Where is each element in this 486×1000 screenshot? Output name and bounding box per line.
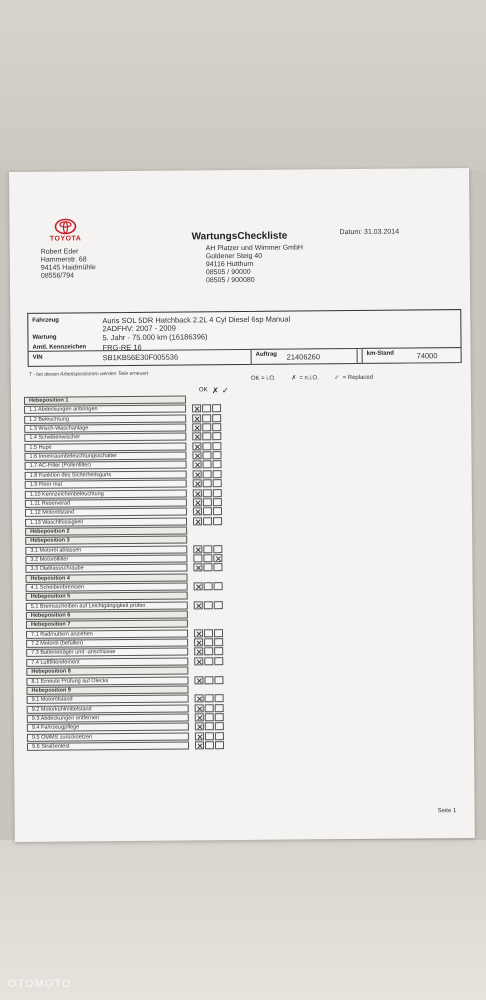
nio-checkbox[interactable] — [203, 517, 212, 525]
vin-value: SB1KB56E30F005536 — [102, 352, 179, 363]
section-header: Hebeposition 4 — [26, 573, 188, 582]
legend — [251, 374, 387, 382]
checklist-item: 9.1 Motorölstand — [27, 695, 189, 704]
wartung-value: 5. Jahr - 75.000 km (16186396) — [102, 332, 208, 343]
replaced-checkbox[interactable] — [213, 461, 222, 469]
replaced-checkbox[interactable] — [214, 648, 223, 656]
ok-checkbox[interactable] — [194, 629, 203, 637]
legend-replaced-symbol: ✓ — [334, 375, 340, 382]
dealer-line: AH Platzer und Wimmer GmbH — [205, 244, 303, 253]
nio-checkbox[interactable] — [205, 694, 214, 702]
ok-checkbox[interactable] — [194, 676, 203, 684]
checklist-item: 1.11 Reserverad — [25, 498, 187, 507]
legend-ok: OK = i.O. — [250, 375, 276, 382]
document-date: Datum: 31.03.2014 — [339, 228, 400, 237]
column-header-ok: OK — [198, 387, 208, 394]
section-header: Hebeposition 9 — [26, 685, 188, 694]
checklist-item: 1.1 Abdeckungen anbringen — [24, 405, 186, 414]
ok-checkbox[interactable] — [193, 470, 202, 478]
nio-checkbox[interactable] — [203, 470, 212, 478]
checklist-item: 1.9 Floor mat — [25, 480, 187, 489]
parts-note: T - bei diesen Arbeitspositionen werden Teile erneuert — [28, 370, 149, 378]
brand-name: TOYOTA — [49, 235, 82, 243]
ok-checkbox[interactable] — [192, 442, 201, 450]
nio-checkbox[interactable] — [204, 657, 213, 665]
nio-checkbox[interactable] — [205, 732, 214, 740]
checklist-item: 1.5 Hupe — [24, 442, 186, 451]
section-header: Hebeposition 1 — [24, 395, 186, 404]
replaced-checkbox[interactable] — [215, 694, 224, 702]
checklist-item: 1.4 Scheibenwischer — [24, 433, 186, 442]
nio-checkbox[interactable] — [205, 713, 214, 721]
dealer-line: 08505 / 900080 — [205, 276, 255, 285]
ok-checkbox[interactable] — [193, 517, 202, 525]
checklist-item: 3.2 Motorölfilter — [25, 554, 187, 563]
background-top — [0, 0, 486, 170]
replaced-checkbox[interactable] — [213, 479, 222, 487]
fahrzeug-value-2: 2ADFHV: 2007 - 2009 — [102, 323, 176, 334]
checklist-item: 1.8 Funktion des Sicherheitsgurts — [25, 470, 187, 479]
nio-checkbox[interactable] — [202, 442, 211, 450]
nio-checkbox[interactable] — [203, 545, 212, 553]
ok-checkbox[interactable] — [194, 582, 203, 590]
nio-checkbox[interactable] — [202, 405, 211, 413]
replaced-checkbox[interactable] — [212, 423, 221, 431]
watermark: OTOMOTO — [8, 978, 72, 990]
checklist-item: 8.1 Erneute Prüfung auf Ölecks — [26, 676, 188, 685]
checklist-item: 1.13 Waschflüssigkeit — [25, 517, 187, 526]
replaced-checkbox[interactable] — [212, 442, 221, 450]
ok-checkbox[interactable] — [192, 433, 201, 441]
dealer-line: 08505 / 90000 — [205, 268, 251, 277]
checklist-item: 3.3 Ölablassschraube — [25, 564, 187, 573]
ok-checkbox[interactable] — [193, 508, 202, 516]
replaced-checkbox[interactable] — [213, 563, 222, 571]
customer-line: Robert Eder — [40, 248, 79, 256]
nio-checkbox[interactable] — [203, 554, 212, 562]
checklist-item: 1.10 Kennzeichenbeleuchtung — [25, 489, 187, 498]
nio-checkbox[interactable] — [205, 722, 214, 730]
ok-checkbox[interactable] — [193, 489, 202, 497]
dealer-address — [206, 244, 304, 285]
replaced-checkbox[interactable] — [213, 507, 222, 515]
checklist-item: 1.3 Wisch-Waschanlage — [24, 424, 186, 433]
nio-checkbox[interactable] — [203, 461, 212, 469]
nio-checkbox[interactable] — [203, 498, 212, 506]
checklist-item: 1.2 Beleuchtung — [24, 414, 186, 423]
ok-checkbox[interactable] — [192, 405, 201, 413]
checklist-item: 9.2 Motorkühlmittelstand — [27, 704, 189, 713]
replaced-checkbox[interactable] — [215, 732, 224, 740]
nio-checkbox[interactable] — [203, 489, 212, 497]
nio-checkbox[interactable] — [204, 601, 213, 609]
replaced-checkbox[interactable] — [215, 722, 224, 730]
nio-checkbox[interactable] — [205, 741, 214, 749]
ok-checkbox[interactable] — [194, 657, 203, 665]
section-header: Hebeposition 7 — [26, 620, 188, 629]
nio-checkbox[interactable] — [204, 582, 213, 590]
nio-checkbox[interactable] — [202, 451, 211, 459]
ok-checkbox[interactable] — [195, 741, 204, 749]
vehicle-info-box — [27, 309, 461, 367]
kmstand-label: km-Stand — [366, 350, 394, 357]
nio-checkbox[interactable] — [203, 479, 212, 487]
section-header: Hebeposition 3 — [25, 536, 187, 545]
nio-checkbox[interactable] — [204, 629, 213, 637]
section-header: Hebeposition 8 — [26, 667, 188, 676]
checklist-item: 7.3 Batterieträger und -anschlüsse — [26, 648, 188, 657]
checklist-item: 1.6 Innenraumbeleuchtungsschalter — [24, 452, 186, 461]
fahrzeug-value: Auris SOL 5DR Hatchback 2.2L 4 Cyl Diesel 6sp Manual — [102, 314, 291, 326]
nio-checkbox[interactable] — [202, 414, 211, 422]
checklist-item: 9.5 OMMS zurücksetzen — [27, 732, 189, 741]
ok-checkbox[interactable] — [195, 704, 204, 712]
checklist-item: 3.1 Motoröl ablassen — [25, 545, 187, 554]
ok-checkbox[interactable] — [195, 732, 204, 740]
checklist-item: 9.3 Abdeckungen entfernen — [27, 713, 189, 722]
ok-checkbox[interactable] — [193, 479, 202, 487]
replaced-checkbox[interactable] — [215, 741, 224, 749]
auftrag-value: 21406260 — [286, 352, 321, 362]
checklist-item: 9.4 Fahrzeugpflege — [27, 723, 189, 732]
checklist-item: 5.1 Bremsscheiben auf Leichtgängigkeit prüfen — [26, 601, 188, 610]
replaced-checkbox[interactable] — [213, 470, 222, 478]
checklist-item: 7.1 Radmuttern anziehen — [26, 629, 188, 638]
ok-checkbox[interactable] — [192, 451, 201, 459]
dealer-line: Goldener Steig 40 — [205, 252, 263, 261]
column-header-replaced: ✓ — [221, 386, 229, 396]
replaced-checkbox[interactable] — [213, 545, 222, 553]
replaced-checkbox[interactable] — [214, 629, 223, 637]
replaced-checkbox[interactable] — [213, 498, 222, 506]
legend-nio-symbol: ✗ — [291, 375, 297, 382]
customer-line: 94145 Haidmühle — [40, 264, 96, 272]
ok-checkbox[interactable] — [194, 638, 203, 646]
replaced-checkbox[interactable] — [213, 517, 222, 525]
ok-checkbox[interactable] — [192, 423, 201, 431]
kennzeichen-value: FRG-RE 16 — [102, 342, 142, 353]
checklist-item: 7.4 Luftfilterelement — [26, 657, 188, 666]
kennzeichen-label: Amtl. Kennzeichen — [32, 344, 87, 351]
replaced-checkbox[interactable] — [212, 433, 221, 441]
ok-checkbox[interactable] — [193, 461, 202, 469]
legend-nio: = n.i.O. — [299, 375, 319, 382]
checklist-item: 7.2 Motoröl (befüllen) — [26, 639, 188, 648]
kmstand-value: 74000 — [416, 351, 438, 361]
column-header-nio: ✗ — [211, 386, 219, 396]
replaced-checkbox[interactable] — [214, 657, 223, 665]
section-header: Hebeposition 2 — [25, 526, 187, 535]
replaced-checkbox[interactable] — [212, 414, 221, 422]
checklist-item: 1.7 AC-Filter (Pollenfilter) — [25, 461, 187, 470]
nio-checkbox[interactable] — [202, 423, 211, 431]
customer-address — [41, 248, 96, 280]
ok-checkbox[interactable] — [193, 498, 202, 506]
vin-label: VIN — [32, 354, 43, 361]
ok-checkbox[interactable] — [193, 564, 202, 572]
wartung-label: Wartung — [32, 334, 57, 341]
checklist-item: 9.6 Straßentest — [27, 741, 189, 750]
nio-checkbox[interactable] — [204, 638, 213, 646]
checklist-document — [9, 168, 475, 842]
nio-checkbox[interactable] — [204, 676, 213, 684]
kmstand-cell — [362, 347, 462, 364]
ok-checkbox[interactable] — [195, 713, 204, 721]
replaced-checkbox[interactable] — [214, 601, 223, 609]
ok-checkbox[interactable] — [194, 648, 203, 656]
replaced-checkbox[interactable] — [214, 582, 223, 590]
ok-checkbox[interactable] — [195, 723, 204, 731]
page-number: Seite 1 — [437, 808, 457, 815]
section-header: Hebeposition 6 — [26, 611, 188, 620]
ok-checkbox[interactable] — [192, 414, 201, 422]
legend-replaced: = Replaced — [342, 374, 374, 382]
checklist-item: 1.12 Motorölstand — [25, 508, 187, 517]
replaced-checkbox[interactable] — [213, 554, 222, 562]
replaced-checkbox[interactable] — [215, 713, 224, 721]
replaced-checkbox[interactable] — [215, 704, 224, 712]
checklist-item: 4.1 Scheibenbremsen — [26, 582, 188, 591]
auftrag-cell — [251, 348, 358, 365]
replaced-checkbox[interactable] — [214, 638, 223, 646]
ok-checkbox[interactable] — [193, 545, 202, 553]
ok-checkbox[interactable] — [194, 601, 203, 609]
ok-checkbox[interactable] — [193, 554, 202, 562]
document-title: WartungsCheckliste — [191, 230, 288, 243]
replaced-checkbox[interactable] — [212, 405, 221, 413]
ok-checkbox[interactable] — [195, 695, 204, 703]
dealer-line: 94116 Hutthurn — [205, 260, 254, 269]
background-bottom — [0, 840, 486, 1000]
nio-checkbox[interactable] — [204, 648, 213, 656]
fahrzeug-label: Fahrzeug — [32, 317, 59, 324]
auftrag-label: Auftrag — [255, 351, 277, 358]
nio-checkbox[interactable] — [202, 433, 211, 441]
section-header: Hebeposition 5 — [26, 592, 188, 601]
nio-checkbox[interactable] — [203, 507, 212, 515]
customer-line: Hammerstr. 68 — [40, 256, 87, 264]
replaced-checkbox[interactable] — [214, 676, 223, 684]
replaced-checkbox[interactable] — [213, 489, 222, 497]
replaced-checkbox[interactable] — [212, 451, 221, 459]
nio-checkbox[interactable] — [205, 704, 214, 712]
customer-line: 08556/794 — [40, 272, 75, 280]
nio-checkbox[interactable] — [203, 564, 212, 572]
